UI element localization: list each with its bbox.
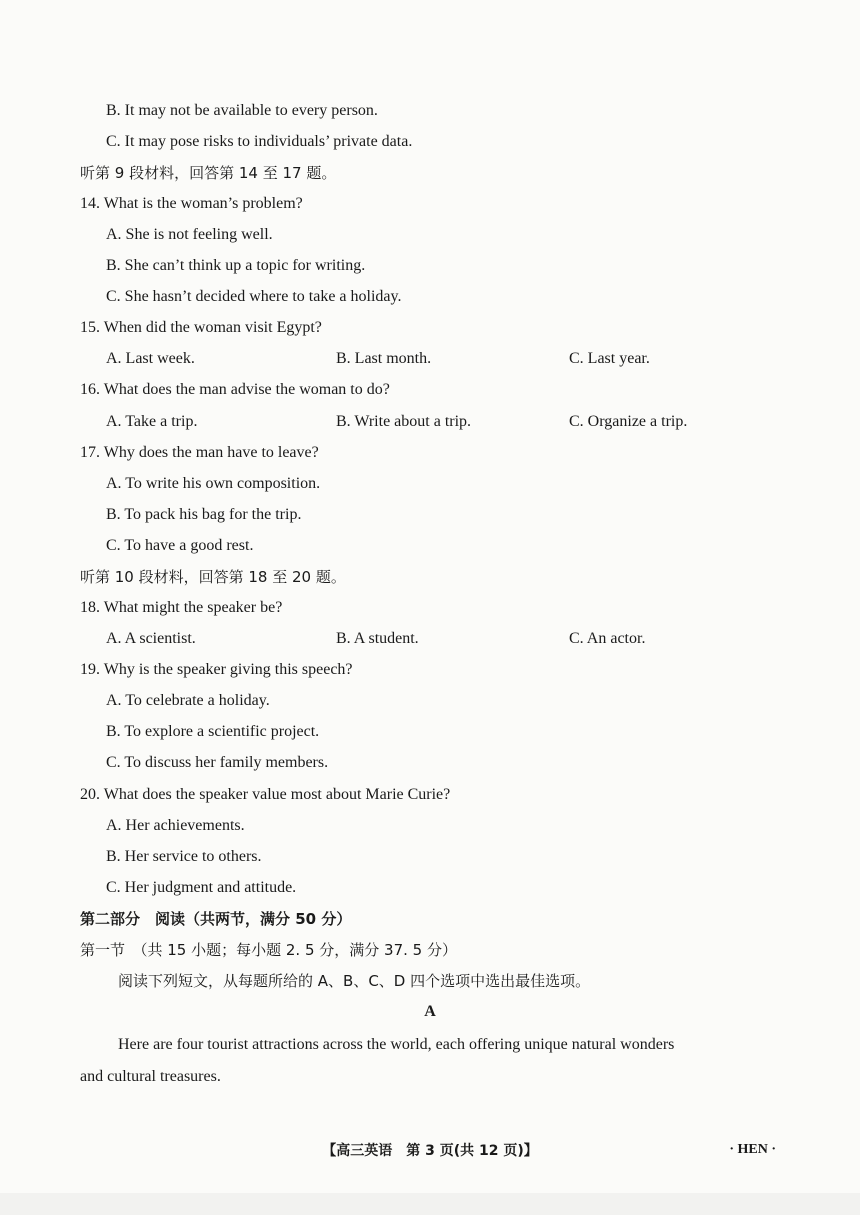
q17-option-b: B. To pack his bag for the trip. (106, 506, 302, 523)
q16-option-a: A. Take a trip. (106, 413, 198, 430)
q13-option-b: B. It may not be available to every person. (106, 102, 378, 119)
q20-option-a: A. Her achievements. (106, 817, 245, 834)
q19-option-c: C. To discuss her family members. (106, 754, 329, 771)
paper-code: · HEN · (729, 1142, 776, 1157)
question-14: 14. What is the woman’s problem? (80, 195, 303, 212)
q19-option-b: B. To explore a scientific project. (106, 723, 320, 740)
part-2-heading: 第二部分 阅读（共两节，满分 50 分） (80, 910, 352, 928)
passage-line-1: Here are four tourist attractions across the world, each offering unique natural wonders (118, 1036, 675, 1053)
passage-letter: A (424, 1003, 436, 1020)
q15-option-a: A. Last week. (106, 350, 195, 367)
section-9-instruction: 听第 9 段材料，回答第 14 至 17 题。 (80, 164, 337, 182)
q16-option-c: C. Organize a trip. (569, 413, 688, 430)
question-18: 18. What might the speaker be? (80, 599, 283, 616)
question-16: 16. What does the man advise the woman to do? (80, 381, 390, 398)
q20-option-c: C. Her judgment and attitude. (106, 879, 297, 896)
page-footer: 【高三英语 第 3 页(共 12 页)】 (322, 1143, 538, 1159)
q14-option-a: A. She is not feeling well. (106, 226, 273, 243)
q18-option-a: A. A scientist. (106, 630, 196, 647)
q15-option-c: C. Last year. (569, 350, 650, 367)
section-1-heading: 第一节 （共 15 小题；每小题 2. 5 分，满分 37. 5 分） (80, 941, 457, 959)
question-17: 17. Why does the man have to leave? (80, 444, 319, 461)
reading-instruction: 阅读下列短文，从每题所给的 A、B、C、D 四个选项中选出最佳选项。 (118, 972, 591, 990)
q20-option-b: B. Her service to others. (106, 848, 262, 865)
q17-option-c: C. To have a good rest. (106, 537, 254, 554)
q17-option-a: A. To write his own composition. (106, 475, 321, 492)
section-10-instruction: 听第 10 段材料，回答第 18 至 20 题。 (80, 568, 346, 586)
q14-option-c: C. She hasn’t decided where to take a holiday. (106, 288, 402, 305)
page-bottom-edge (0, 1193, 860, 1215)
question-20: 20. What does the speaker value most about Marie Curie? (80, 786, 451, 803)
q13-option-c: C. It may pose risks to individuals’ private data. (106, 133, 413, 150)
q18-option-c: C. An actor. (569, 630, 646, 647)
q15-option-b: B. Last month. (336, 350, 432, 367)
question-19: 19. Why is the speaker giving this speech? (80, 661, 353, 678)
q14-option-b: B. She can’t think up a topic for writing. (106, 257, 366, 274)
q16-option-b: B. Write about a trip. (336, 413, 472, 430)
question-15: 15. When did the woman visit Egypt? (80, 319, 322, 336)
passage-line-2: and cultural treasures. (80, 1068, 221, 1085)
q18-option-b: B. A student. (336, 630, 419, 647)
q19-option-a: A. To celebrate a holiday. (106, 692, 270, 709)
